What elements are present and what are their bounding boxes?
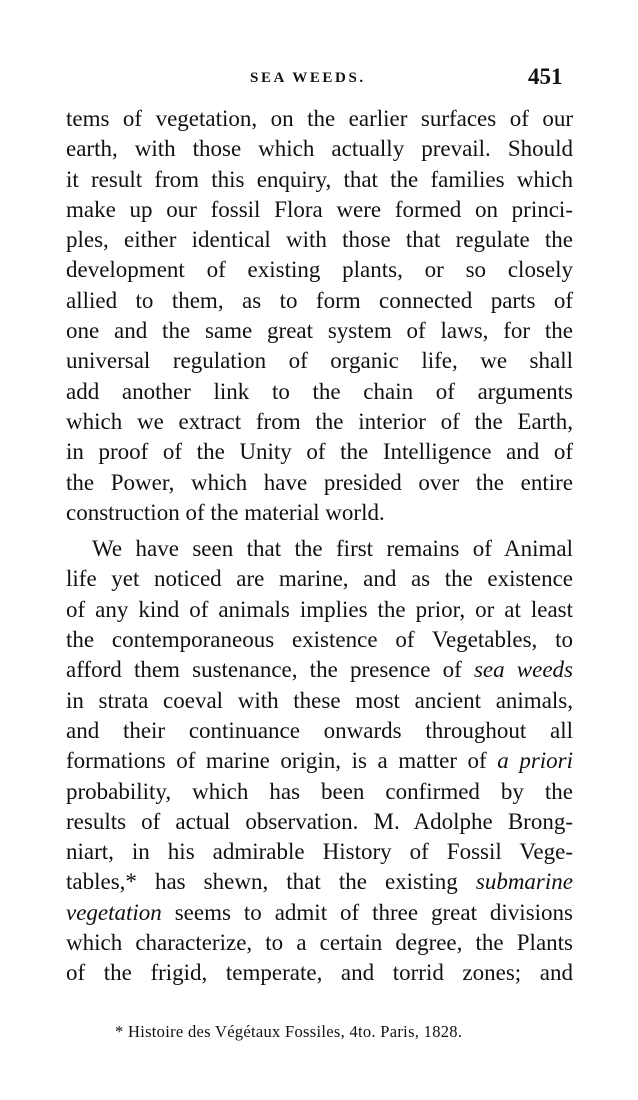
text-line: the Power, which have presided over the entire xyxy=(66,469,573,495)
text-line: probability, which has been confirmed by the xyxy=(66,778,573,804)
text-line: of any kind of animals implies the prior, or at least xyxy=(66,596,573,622)
text-line: of the frigid, temperate, and torrid zones; and xyxy=(66,960,573,986)
text-line: which we extract from the interior of the Earth, xyxy=(66,408,573,434)
text-line: in strata coeval with these most ancient animals, xyxy=(66,687,573,713)
running-head xyxy=(0,64,638,94)
italic-term: sea weeds xyxy=(473,657,573,683)
text-line: niart, in his admirable History of Fossil Vege- xyxy=(66,839,573,865)
text-line-mixed xyxy=(66,746,573,776)
italic-term: vegetation xyxy=(66,899,162,925)
text-segment: seems to admit of three great divisions xyxy=(161,899,573,925)
footnote: * Histoire des Végétaux Fossiles, 4to. Paris, 1828. xyxy=(115,1022,463,1041)
text-line: We have seen that the first remains of Animal xyxy=(92,536,573,562)
page-number: 451 xyxy=(528,64,563,89)
running-title: SEA WEEDS. xyxy=(250,70,366,86)
text-line-mixed xyxy=(66,898,573,928)
text-line: results of actual observation. M. Adolphe Brong- xyxy=(66,808,573,834)
text-line: it result from this enquiry, that the families which xyxy=(66,166,573,192)
text-segment: formations of marine origin, is a matter of xyxy=(66,748,498,774)
text-line: development of existing plants, or so closely xyxy=(66,257,573,283)
text-line: earth, with those which actually prevail. Should xyxy=(66,136,573,162)
text-line: tems of vegetation, on the earlier surfaces of our xyxy=(66,106,573,131)
text-segment: afford them sustenance, the presence of xyxy=(66,657,474,683)
text-line: and their continuance onwards throughout all xyxy=(66,717,573,743)
text-line: universal regulation of organic life, we shall xyxy=(66,348,573,374)
italic-term: a priori xyxy=(497,748,574,774)
body-text xyxy=(66,104,573,989)
text-line: ples, either identical with those that regulate the xyxy=(66,227,573,253)
text-line: add another link to the chain of arguments xyxy=(66,378,573,404)
text-line: one and the same great system of laws, for the xyxy=(66,318,573,344)
text-line: make up our fossil Flora were formed on princi- xyxy=(66,196,573,222)
text-line-mixed xyxy=(66,867,573,897)
text-line: allied to them, as to form connected parts of xyxy=(66,287,573,313)
text-line-mixed xyxy=(66,655,573,685)
text-line: in proof of the Unity of the Intelligence and of xyxy=(66,439,573,465)
text-line: life yet noticed are marine, and as the existence xyxy=(66,566,573,592)
italic-term: submarine xyxy=(475,869,573,895)
text-line: the contemporaneous existence of Vegetables, to xyxy=(66,627,573,653)
text-segment: tables,* has shewn, that the existing xyxy=(66,869,476,895)
text-line: which characterize, to a certain degree, the Plants xyxy=(66,930,573,956)
text-line: construction of the material world. xyxy=(66,499,385,525)
